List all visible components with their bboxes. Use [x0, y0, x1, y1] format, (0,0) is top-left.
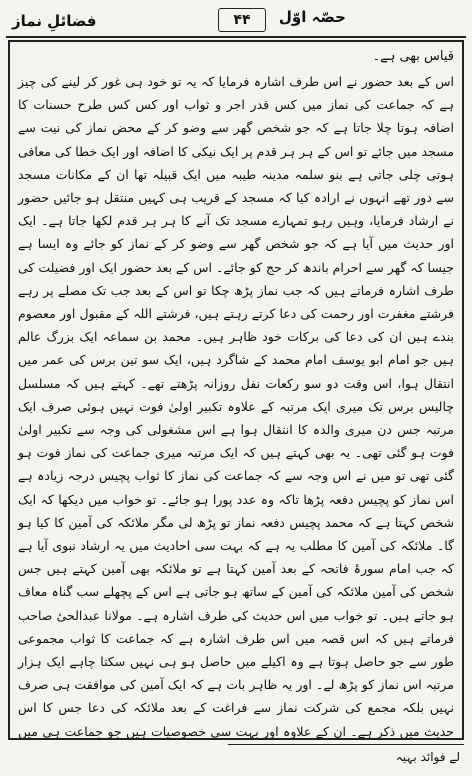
intro-line: قیاس بھی ہے۔: [372, 49, 454, 64]
section-title: حصّہ اوّل: [278, 8, 346, 26]
page-number: ۴۴: [218, 8, 266, 32]
body-paragraph: اس کے بعد حضور نے اس طرف اشارہ فرمایا کہ یہ تو خود ہی غور کر لینے کی چیز ہے کہ جماعت کی نماز میں کس قدر اجر و ثواب اور کس کس طرح حسنات کا اضافہ ہوتا چلا جاتا ہے کہ جو شخص گھر سے وضو کر کے محض نماز کی نیت سے مسجد میں جائے تو اس کے ہر ہر قدم پر ایک نیکی کا اضافہ اور ایک خطا کی معافی ہوتی چلی جاتی ہے بنو سلمہ مدینہ طیبہ میں ایک قبیلہ تھا ان کے مکانات مسجد سے دور تھے انہوں نے ارادہ کیا کہ مسجد کے قریب ہی کہیں منتقل ہو جائیں حضور نے ارشاد فرمایا، وہیں رہو تمہارے مسجد تک آنے کا ہر ہر قدم لکھا جاتا ہے۔ ایک اور حدیث میں آیا ہے کہ جو شخص گھر سے وضو کر کے نماز کو جائے وہ ایسا ہے جیسا کہ گھر سے احرام باندھ کر حج کو جائے۔ اس کے بعد حضور ایک اور فضیلت کی طرف اشارہ فرماتے ہیں کہ جب نماز پڑھ چکا تو اس کے بعد جب تک مصلے پر رہے فرشتے مغفرت اور رحمت کی دعا کرتے رہتے ہیں، فرشتے اللہ کے مقبول اور معصوم بندے ہیں ان کی دعا کی برکات خود ظاہر ہیں۔ محمد بن سماعہ ایک بزرگ عالم ہیں جو امام ابو یوسف امام محمد کے شاگرد ہیں، ایک سو تین برس کی عمر میں انتقال ہوا، اس وقت دو سو رکعات نفل روزانہ پڑھتے تھے۔ کہتے ہیں کہ مسلسل چالیس برس تک میری ایک مرتبہ کے علاوہ تکبیر اولیٰ فوت نہیں ہوئی صرف ایک مرتبہ جس دن میری والدہ کا انتقال ہوا ہے اس مشغولی کی وجہ سے تکبیر اولیٰ فوت ہو گئی تھی۔ یہ بھی کہتے ہیں کہ ایک مرتبہ میری جماعت کی نماز فوت ہو گئی تھی تو میں نے اس وجہ سے کہ جماعت کی نماز کا ثواب پچیس درجہ زیادہ ہے اس نماز کو پچیس دفعہ پڑھا تاکہ وہ عدد پورا ہو جائے۔ تو خواب میں دیکھا کہ ایک شخص کہتا ہے کہ محمد پچیس دفعہ نماز تو پڑھ لی مگر ملائکہ کی آمین کا کیا ہو گا۔ ملائکہ کی آمین کا مطلب یہ ہے کہ بہت سی احادیث میں یہ ارشاد نبوی آیا ہے کہ جب امام سورۂ فاتحہ کے بعد آمین کہتا ہے تو ملائکہ بھی آمین کہتے ہیں جس شخص کی آمین ملائکہ کی آمین کے ساتھ ہو جاتی ہے اس کے پچھلے سب گناہ معاف ہو جاتے ہیں۔ تو خواب میں اس حدیث کی طرف اشارہ ہے۔ مولانا عبدالحیٔ صاحب فرماتے ہیں کہ اس قصہ میں اس طرف اشارہ ہے کہ جماعت کا ثواب مجموعی طور سے جو حاصل ہوتا ہے وہ اکیلے میں حاصل ہو ہی نہیں سکتا چاہے ایک ہزار مرتبہ اس نماز کو پڑھ لے۔ اور یہ ظاہر بات ہے کہ ایک آمین کی موافقت ہی صرف نہیں بلکہ مجمع کی شرکت نماز سے فراغت کے بعد ملائکہ کی دعا جس کا اس حدیث میں ذکر ہے۔ ان کے علاوہ اور بہت سی خصوصیات ہیں جو جماعت ہی میں: [18, 74, 454, 739]
book-title: فضائلِ نماز: [12, 12, 97, 30]
page-footer: [8, 742, 464, 770]
text-frame: [8, 40, 464, 740]
footnote-rule: [228, 744, 464, 745]
footnote: لے فوائد بہیہ: [395, 750, 460, 764]
page-header: [6, 6, 466, 38]
